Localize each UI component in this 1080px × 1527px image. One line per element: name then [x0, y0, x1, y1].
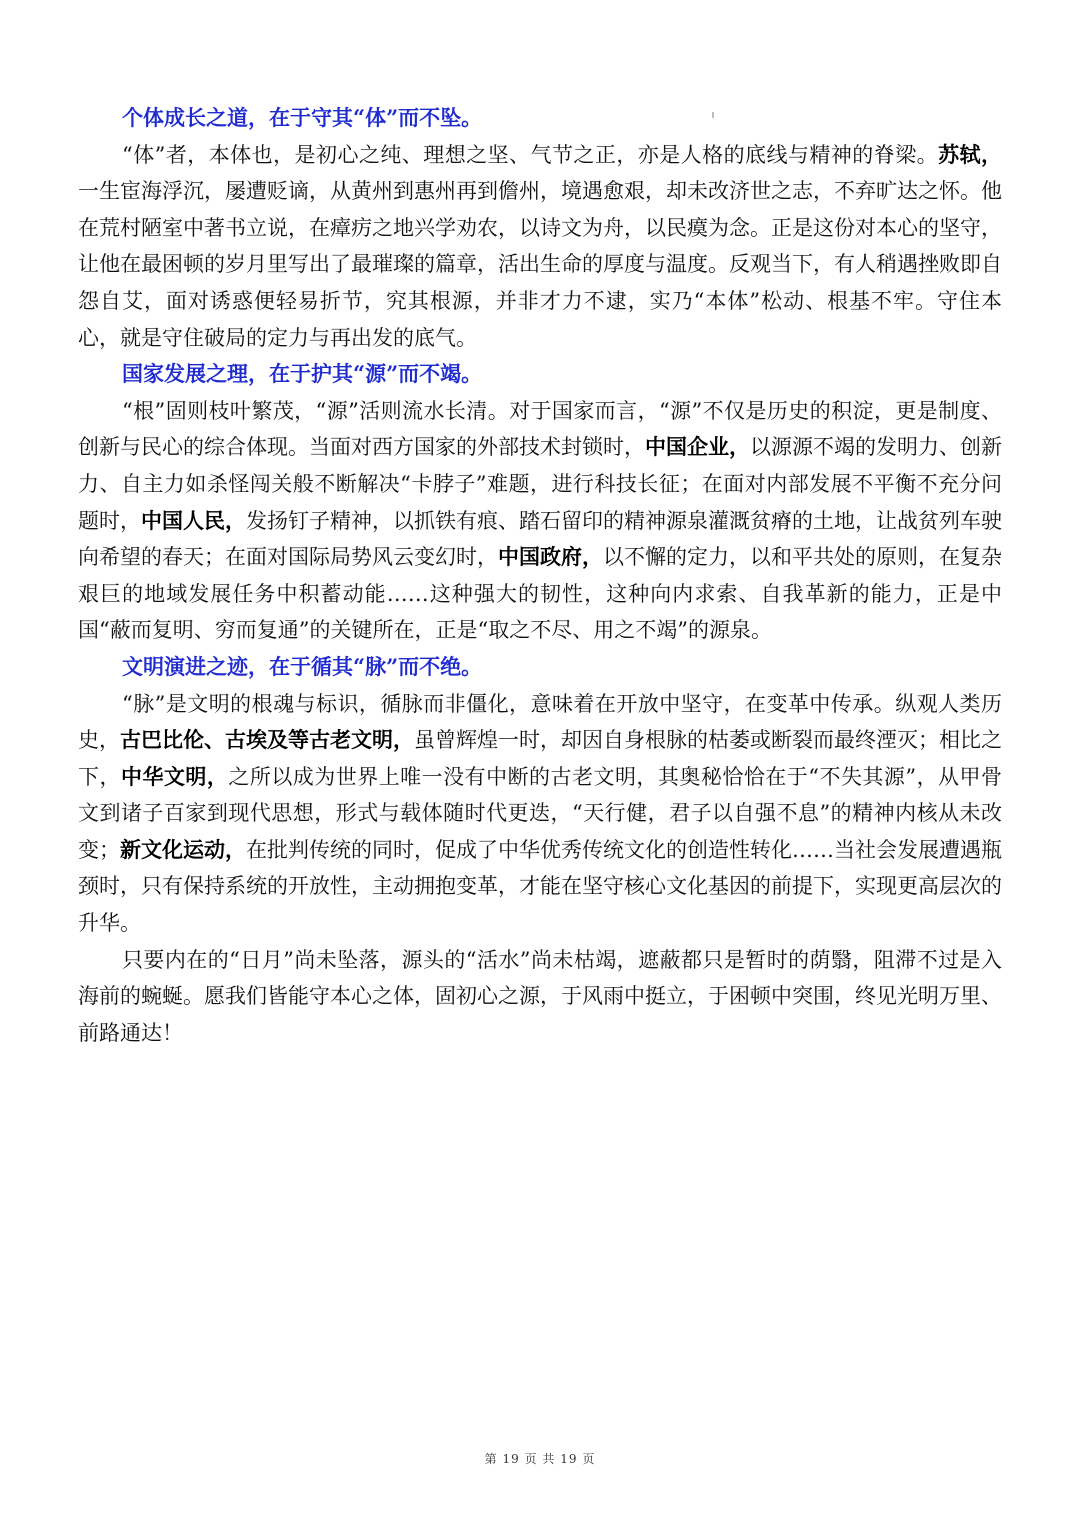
bold-example: 中国人民， [141, 507, 246, 533]
footer-page-word: 页 [524, 1452, 538, 1466]
bold-example: 中国政府， [498, 544, 603, 570]
section-paragraph-1 [78, 137, 1002, 357]
section-paragraph-2 [78, 393, 1002, 649]
text-run: “脉”是文明的根魂与标识，循脉而非僵化，意味着在开放中坚守，在变革中传承。纵观人类历史， [78, 691, 1002, 753]
conclusion-paragraph: 只要内在的“日月”尚未坠落，源头的“活水”尚未枯竭，遮蔽都只是暂时的荫翳，阻滞不过是入海前的蜿蜒。愿我们皆能守本心之体，固初心之源，于风雨中挺立，于困顿中突围，终见光明万里、前路通达！ [78, 947, 1002, 1045]
bold-example: 新文化运动， [120, 836, 246, 862]
section-paragraph-3 [78, 686, 1002, 942]
text-run: 以源源不竭的发明力、创新力、自主力如杀怪闯关般不断解决“卡脖子”难题，进行科技长征；在面对内部发展不平衡不充分问题时， [78, 435, 1002, 533]
bold-example: 古巴比伦、古埃及等古老文明， [120, 727, 414, 753]
text-run: 之所以成为世界上唯一没有中断的古老文明，其奥秘恰恰在于“不失其源”，从甲骨文到诸子百家到现代思想，形式与载体随时代更迭，“天行健，君子以自强不息”的精神内核从未改变； [78, 764, 1003, 862]
page-footer [0, 1450, 1080, 1467]
footer-total-pages: 19 [560, 1452, 578, 1466]
text-run: 在批判传统的同时，促成了中华优秀传统文化的创造性转化……当社会发展遭遇瓶颈时，只有保持系统的开放性，主动拥抱变革，才能在坚守核心文化基因的前提下，实现更高层次的升华。 [78, 837, 1002, 936]
bold-example: 中国企业， [645, 434, 750, 460]
section-heading-3: 文明演进之迹，在于循其“脉”而不绝。 [122, 653, 483, 679]
bold-example: 苏轼， [938, 141, 1003, 167]
footer-total-word: 共 [542, 1452, 556, 1466]
text-run: 发扬钉子精神，以抓铁有痕、踏石留印的精神源泉灌溉贫瘠的土地，让战贫列车驶向希望的春天；在面对国际局势风云变幻时， [78, 508, 1002, 570]
text-run: “体”者，本体也，是初心之纯、理想之坚、气节之正，亦是人格的底线与精神的脊梁。 [122, 142, 939, 167]
document-body [78, 100, 1002, 1051]
section-heading-1: 个体成长之道，在于守其“体”而不坠。 [122, 105, 483, 130]
footer-current-page: 19 [502, 1452, 520, 1466]
text-run: “根”固则枝叶繁茂，“源”活则流水长清。对于国家而言，“源”不仅是历史的积淀，更是制度、创新与民心的综合体现。当面对西方国家的外部技术封锁时， [78, 398, 1002, 460]
section-heading-2: 国家发展之理，在于护其“源”而不竭。 [122, 361, 483, 387]
text-run: 以不懈的定力，以和平共处的原则，在复杂艰巨的地域发展任务中积蓄动能……这种强大的韧性，这种向内求索、自我革新的能力，正是中国“蔽而复明、穷而复通”的关键所在，正是“取之不尽、用之不竭”的源泉。 [78, 545, 1002, 643]
bold-example: 中华文明， [120, 763, 229, 789]
text-run: 虽曾辉煌一时，却因自身根脉的枯萎或断裂而最终湮灭；相比之下， [78, 728, 1002, 789]
footer-page-word-2: 页 [582, 1452, 596, 1466]
text-run: 一生宦海浮沉，屡遭贬谪，从黄州到惠州再到儋州，境遇愈艰，却未改济世之志，不弃旷达之怀。他在荒村陋室中著书立说，在瘴疠之地兴学劝农，以诗文为舟，以民瘼为念。正是这份对本心的坚守，让他在最困顿的岁月里写出了最璀璨的篇章，活出生命的厚度与温度。反观当下，有人稍遇挫败即自怨自艾，面对诱惑便轻易折节，究其根源，并非才力不逮，实乃“本体”松动、根基不牢。守住本心，就是守住破局的定力与再出发的底气。 [78, 179, 1002, 350]
footer-prefix: 第 [484, 1452, 498, 1466]
